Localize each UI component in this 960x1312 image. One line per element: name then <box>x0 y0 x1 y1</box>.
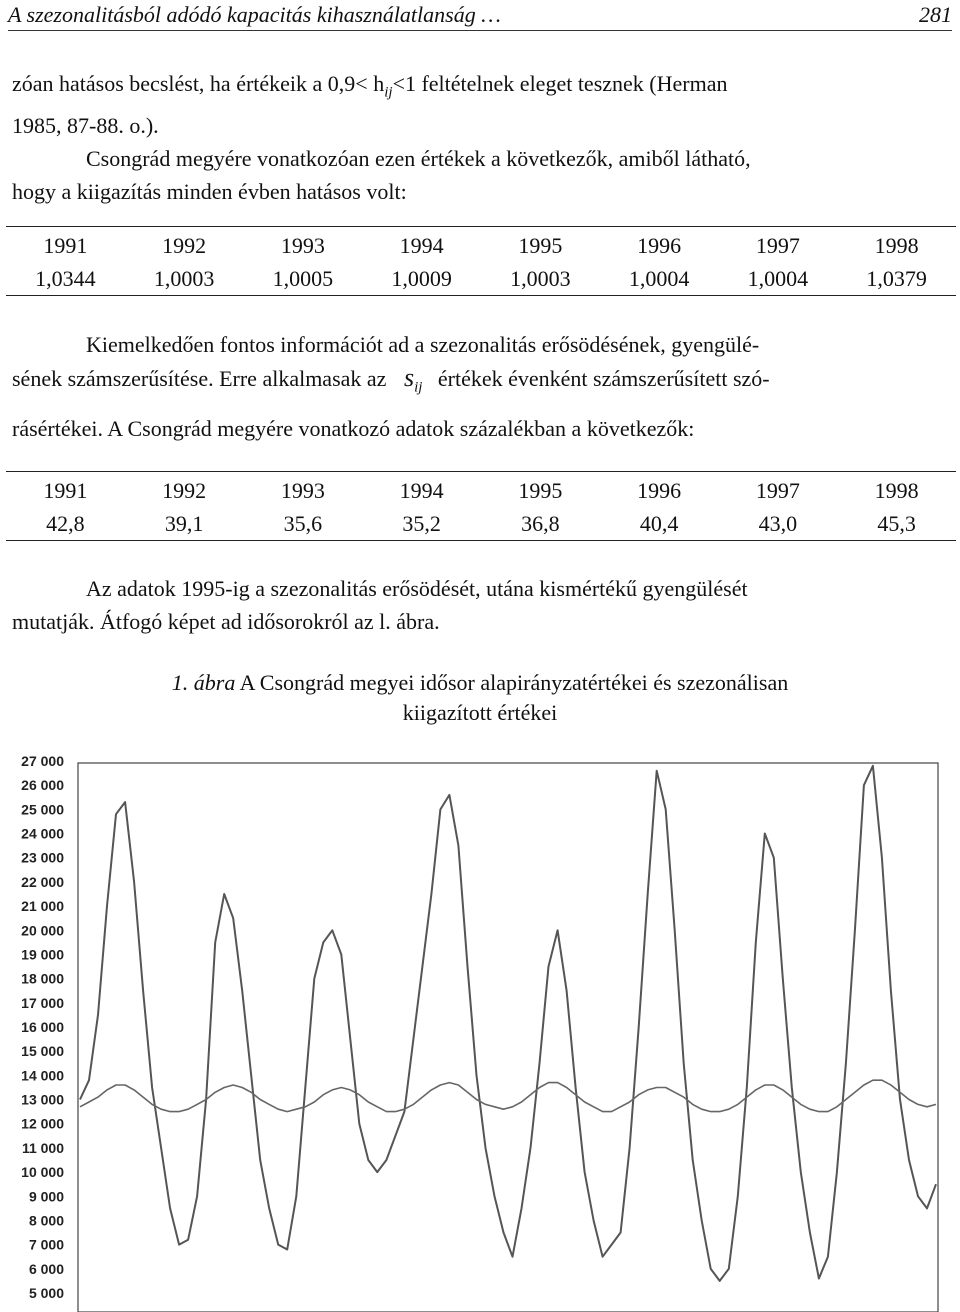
table-cell: 35,6 <box>283 510 323 536</box>
para2-line1: Kiemelkedően fontos információt ad a szezonalitás erősödésének, gyengülé- <box>86 332 760 357</box>
y-tick-label: 14 000 <box>21 1067 64 1084</box>
y-axis-ticks <box>21 753 64 1301</box>
table-cell: 1,0009 <box>391 265 452 291</box>
table-hij-values <box>6 226 956 296</box>
y-tick-label: 13 000 <box>21 1091 64 1108</box>
symbol-s: s <box>403 363 415 392</box>
table-cell: 1,0003 <box>153 265 215 291</box>
table-cell: 42,8 <box>46 510 85 536</box>
table-cell: 1994 <box>399 232 444 258</box>
y-tick-label: 11 000 <box>21 1139 64 1156</box>
paragraph-2 <box>12 328 948 445</box>
table-cell: 1995 <box>518 232 563 258</box>
table-cell: 1,0004 <box>747 265 809 291</box>
y-tick-label: 12 000 <box>21 1115 64 1132</box>
series-layer <box>80 766 936 1281</box>
y-tick-label: 21 000 <box>21 898 64 915</box>
table-cell: 40,4 <box>639 510 679 536</box>
y-tick-label: 22 000 <box>21 873 64 890</box>
table-cell: 1994 <box>399 477 444 503</box>
para3-line2: mutatják. Átfogó képet ad idősorokról az l. ábra. <box>12 609 440 634</box>
table-cell: 1,0004 <box>628 265 690 291</box>
y-tick-label: 27 000 <box>21 753 64 769</box>
table-cell: 1998 <box>874 477 919 503</box>
table-cell: 1992 <box>162 477 207 503</box>
y-tick-label: 10 000 <box>21 1164 64 1181</box>
y-tick-label: 23 000 <box>21 849 64 866</box>
para1-line2: 1985, 87-88. o.). <box>12 113 159 139</box>
y-tick-label: 16 000 <box>21 1019 64 1035</box>
y-tick-label: 20 000 <box>21 922 64 939</box>
series-line-trend <box>80 1080 936 1111</box>
table-cell: 1998 <box>874 232 919 258</box>
table-row-values <box>6 262 956 296</box>
y-tick-label: 15 000 <box>21 1043 64 1060</box>
para1-line4: hogy a kiigazítás minden évben hatásos volt: <box>12 179 407 205</box>
time-series-chart <box>0 748 960 1312</box>
table-cell: 1993 <box>280 232 325 258</box>
para1-line3: Csongrád megyére vonatkozóan ezen értékek a következők, amiből látható, <box>86 146 751 172</box>
y-tick-label: 26 000 <box>21 777 64 794</box>
y-tick-label: 9 000 <box>28 1188 64 1205</box>
table-cell: 35,2 <box>402 510 441 536</box>
y-tick-label: 24 000 <box>21 825 64 842</box>
table-cell: 43,0 <box>758 510 798 536</box>
table-cell: 1991 <box>43 477 88 503</box>
series-line-original <box>80 766 936 1281</box>
page-number: 281 <box>919 2 952 27</box>
y-tick-label: 25 000 <box>21 801 64 818</box>
table-cell: 1,0003 <box>510 265 571 291</box>
running-title: A szezonalitásból adódó kapacitás kihasználatlanság … <box>8 2 501 27</box>
y-tick-label: 5 000 <box>28 1285 64 1301</box>
table-cell: 1,0005 <box>272 265 334 291</box>
table-cell: 1997 <box>755 477 800 503</box>
table-cell: 1993 <box>280 477 325 503</box>
table-cell: 45,3 <box>877 510 916 536</box>
table-cell: 1992 <box>162 232 207 258</box>
y-tick-label: 17 000 <box>21 994 64 1011</box>
table-cell: 1991 <box>43 232 88 258</box>
table-cell: 36,8 <box>521 510 560 536</box>
table-cell: 39,1 <box>164 510 204 536</box>
table-cell: 1,0344 <box>35 265 96 291</box>
table-row-years <box>6 227 956 263</box>
table-cell: 1995 <box>518 477 563 503</box>
running-header <box>8 2 952 31</box>
table-sij-values <box>6 471 956 541</box>
table-row-years <box>6 472 956 508</box>
table-cell: 1996 <box>637 477 682 503</box>
figure-label: 1. ábra <box>171 670 236 695</box>
para1-line1: zóan hatásos becslést, ha értékeik a $0,9< h_{ij}<1$ feltételnek eleget tesznek (Herman <box>12 71 728 101</box>
y-tick-label: 8 000 <box>28 1212 64 1229</box>
para2-line3: rásértékei. A Csongrád megyére vonatkozó adatok százalékban a következők: <box>12 416 695 442</box>
table-row-values <box>6 507 956 541</box>
para3-line1: Az adatok 1995-ig a szezonalitás erősödését, utána kismértékű gyengülését <box>86 576 748 601</box>
table-cell: 1,0379 <box>866 265 927 291</box>
paragraph-3 <box>12 572 948 638</box>
y-tick-label: 6 000 <box>28 1260 64 1277</box>
figure-caption: 1. ábra A Csongrád megyei idősor alapirányzatértékei és szezonálisan kiigazított értékei <box>171 670 789 725</box>
para2-line2: sének számszerűsítése. Erre alkalmasak az $s_{ij}$ értékek évenként számszerűsített szó- <box>12 363 770 396</box>
y-tick-label: 18 000 <box>21 970 64 987</box>
table-cell: 1996 <box>637 232 682 258</box>
table-cell: 1997 <box>755 232 800 258</box>
y-tick-label: 19 000 <box>21 946 64 963</box>
paragraph-1 <box>12 67 948 208</box>
y-tick-label: 7 000 <box>28 1236 64 1253</box>
